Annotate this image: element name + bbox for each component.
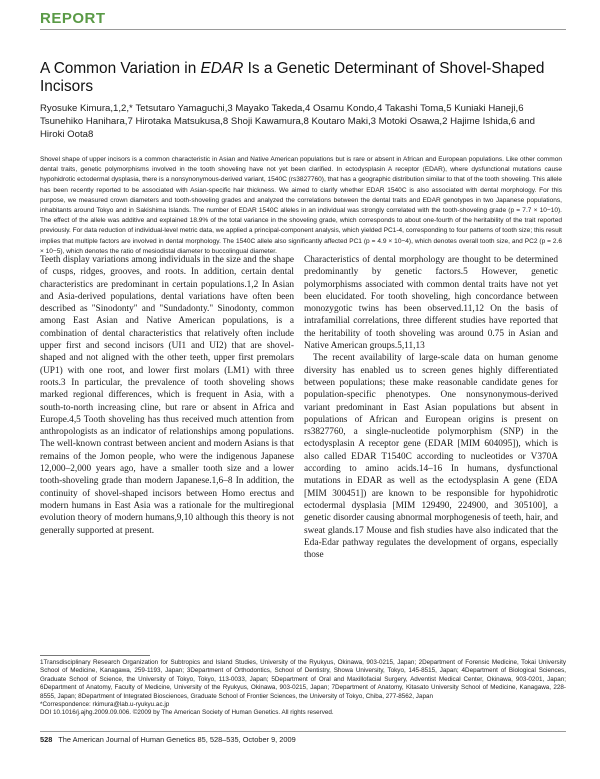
footnotes (40, 659, 566, 718)
title-part-1: A Common Variation in (40, 60, 201, 77)
body-paragraph: The recent availability of large-scale data on human genome diversity has enabled us to screen genes highly differentiated between populations; these make reasonable candidate genes for population-specific phenotypes. One nonsynonymous-derived variant predominant in East Asian populations but absent in populations of African and European origins is present on rs3827760, a single-nucleotide polymorphism (SNP) in the ectodysplasin A receptor gene (EDAR [MIM 604095]), which is also called EDAR T1540C according to nucleotides or V370A according to amino acids.14–16 In humans, dysfunctional mutations in EDAR as well as the ectodysplasin A gene (EDA [MIM 300451]) are known to be responsible for hypohidrotic ectodermal dysplasia [MIM 129490, 224900, and 305100], a genetic disorder causing abnormal morphogenesis of teeth, hair, and sweat glands.17 Mouse and fish studies have also indicated that the Eda-Edar pathway regulates the development of organs, especially those (304, 353, 558, 561)
section-label: REPORT (40, 10, 106, 27)
article-title (40, 60, 560, 96)
page-footer (40, 735, 566, 744)
author-list (40, 102, 560, 141)
author: Tetsutaro Yamaguchi,3 (135, 103, 236, 114)
author: Hiroki Oota8 (40, 129, 94, 140)
author: Mayako Takeda,4 (235, 103, 314, 114)
footnote-rule (40, 655, 150, 656)
author: Hirotaka Matsukusa,8 (135, 116, 231, 127)
affiliations: 1Transdisciplinary Research Organization for Subtropics and Island Studies, University of the Ryukyus, Okinawa, 903-0215, Japan; 2Department of Forensic Medicine, Tokai University School of Medicine, Kanagawa, 259-1193, Japan; 3Department of Orthodontics, School of Dentistry, Showa University, Tokyo, 145-8515, Japan; 4Department of Biological Sciences, Graduate School of Science, the University of Tokyo, Tokyo, 113-0033, Japan; 5Department of Oral and Maxillofacial Surgery, Adventist Medical Center, Okinawa, 903-0201, Japan; 6Department of Anatomy, Faculty of Medicine, University of the Ryukyus, Okinawa, 903-0215, Japan; 7Department of Anatomy, Kitasato University School of Medicine, Kanagawa, 228-8555, Japan; 8Department of Integrated Biosciences, Graduate School of Frontier Sciences, the University of Tokyo, Chiba, 277-8562, Japan (40, 659, 566, 700)
author: Tsunehiko Hanihara,7 (40, 116, 136, 127)
doi-line: DOI 10.1016/j.ajhg.2009.09.006. ©2009 by The American Society of Human Genetics. All rights reserved. (40, 709, 334, 717)
author: Ryosuke Kimura,1,2,* (40, 103, 136, 114)
footer-rule (40, 731, 566, 732)
author: Takashi Toma,5 (385, 103, 455, 114)
correspondence: *Correspondence: rkimura@lab.u-ryukyu.ac.jp (40, 701, 170, 709)
title-part-2: Is a Genetic Determinant of Shovel-Shaped Incisors (40, 60, 545, 95)
author: Hajime Ishida,6 and (450, 116, 535, 127)
author: Osamu Kondo,4 (313, 103, 386, 114)
body-column-right (304, 254, 558, 561)
abstract: Shovel shape of upper incisors is a common characteristic in Asian and Native American populations but is rare or absent in African and European populations. Like other common dental traits, genetic polymorphisms involved in the tooth shoveling have not yet been clarified. In ectodysplasin A receptor (EDAR), where dysfunctional mutations cause hypohidrotic ectodermal dysplasia, there is a nonsynonymous-derived variant, 1540C (rs3827760), that has a geographic distribution similar to that of the tooth shoveling. This allele has been recently reported to be associated with Asian-specific hair thickness. We aimed to clarify whether EDAR 1540C is also associated with dental morphology. For this purpose, we measured crown diameters and tooth-shoveling grades and analyzed the correlations between the dental traits and EDAR genotypes in two Japanese populations, inhabitants around Tokyo and in Sakishima Islands. The number of EDAR 1540C alleles in an individual was strongly correlated with the tooth-shoveling grade (p = 7.7 × 10−10). The effect of the allele was additive and explained 18.9% of the total variance in the shoveling grade, which corresponds to about one-fourth of the heritability of the trait reported previously. For data reduction of individual-level metric data, we applied a principal-component analysis, which yielded PC1-4, corresponding to four patterns of tooth size; this result implies that multiple factors are involved in dental morphology. The 1540C allele also significantly affected PC1 (p = 4.9 × 10−4), which denotes overall tooth size, and PC2 (p = 2.6 × 10−5), which denotes the ratio of mesiodistal diameter to buccolingual diameter. (40, 156, 562, 255)
author: Motoki Osawa,2 (378, 116, 451, 127)
header-rule (40, 29, 566, 30)
body-column-left (40, 254, 294, 537)
body-paragraph: Characteristics of dental morphology are thought to be determined predominantly by genetic factors.5 However, genetic polymorphisms associated with common dental traits have not yet been elucidated. For tooth shoveling, high concordance between monozygotic twins has been observed.11,12 On the basis of intrafamilial correlations, three different studies have reported that the heritability of tooth shoveling was around 0.75 in Asian and Native American groups.5,11,13 (304, 255, 558, 352)
title-gene: EDAR (200, 60, 244, 77)
author: Kuniaki Haneji,6 (454, 103, 524, 114)
body-paragraph: Teeth display variations among individuals in the size and the shape of cusps, ridges, grooves, and roots. In addition, certain dental characteristics are predominant in certain populations.1,2 In Asian and Asia-derived populations, dental variations have often been described as "Sinodonty" and "Sundadonty." Sinodonty, common among East Asian and Native American populations, is a combination of dental characteristics that relatively often include upper first and second incisors (UI1 and UI2) that are shovel-shaped and not aligned with the other teeth, upper first premolars (UP1) with one root, and lower first molars (LM1) with three roots.3 In particular, the prevalence of tooth shoveling shows marked regional differences, which is frequent in Asia, with a south-to-north increasing cline, but rare or absent in Africa and Europe.4,5 Tooth shoveling has thus received much attention from anthropologists as an indicator of relationships among populations. The well-known contrast between ancient and modern Asians is that remains of the Jomon people, who were the indigenous Japanese 12,000–2,000 years ago, have a smaller tooth size and a lower tooth-shoveling grade than modern Japanese.1,6–8 In addition, the continuity of shovel-shaped incisors between Homo erectus and modern humans in East Asia was a rationale for the multiregional evolution theory of modern humans,9,10 although this theory is not generally supported at present. (40, 255, 294, 536)
page-number: 528 (40, 735, 53, 744)
author: Shoji Kawamura,8 (230, 116, 312, 127)
journal-citation: The American Journal of Human Genetics 85, 528–535, October 9, 2009 (58, 735, 296, 744)
author: Koutaro Maki,3 (311, 116, 379, 127)
